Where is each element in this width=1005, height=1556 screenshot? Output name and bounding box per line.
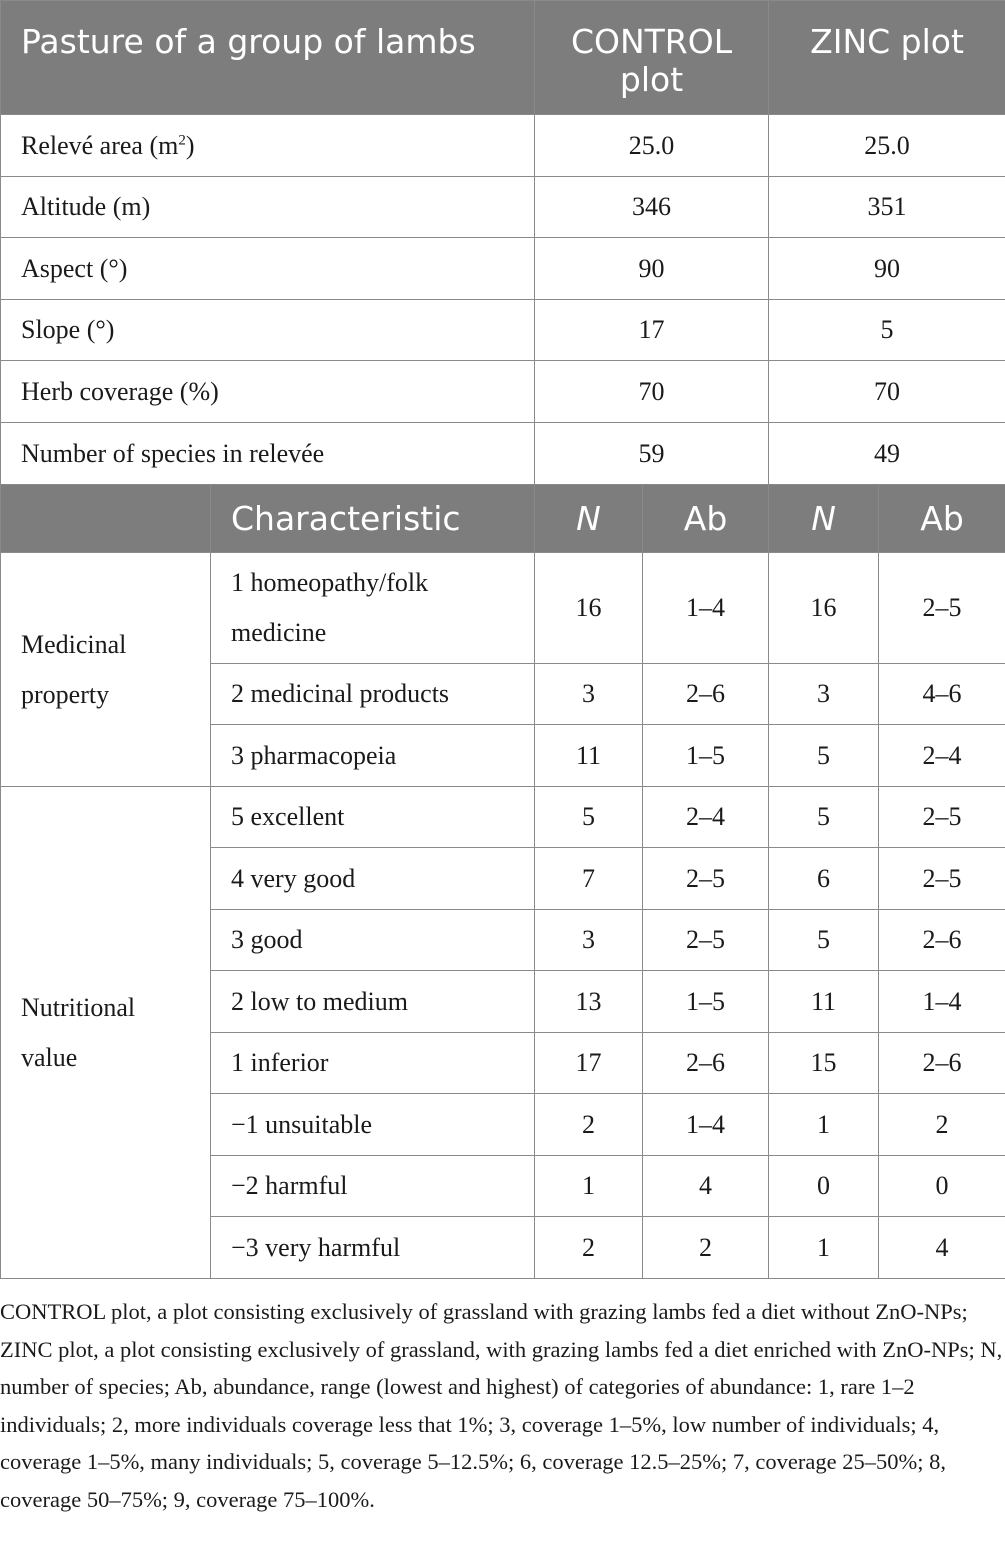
control-ab-cell: 2–5 [643, 910, 769, 971]
table-title: Pasture of a group of lambs [1, 1, 535, 115]
control-n-cell: 3 [535, 664, 643, 725]
control-n-cell: 5 [535, 787, 643, 848]
zinc-n-cell: 5 [769, 787, 879, 848]
table-header-row [1, 1, 1005, 115]
zinc-value: 25.0 [769, 115, 1005, 177]
table-row [1, 423, 1005, 485]
control-value: 59 [535, 423, 769, 485]
control-ab-cell: 4 [643, 1156, 769, 1217]
zinc-ab-cell: 4 [879, 1217, 1005, 1279]
control-n-cell: 11 [535, 725, 643, 787]
control-n-cell: 17 [535, 1033, 643, 1094]
zinc-ab-cell: 2–5 [879, 848, 1005, 910]
zinc-n-cell: 0 [769, 1156, 879, 1217]
characteristic-header: Characteristic [211, 485, 535, 553]
zinc-ab-cell: 1–4 [879, 971, 1005, 1033]
control-n-header: N [535, 485, 643, 553]
zinc-ab-cell: 2–5 [879, 787, 1005, 848]
zinc-n-cell: 16 [769, 553, 879, 664]
zinc-ab-cell: 2–5 [879, 553, 1005, 664]
zinc-n-cell: 11 [769, 971, 879, 1033]
control-ab-cell: 1–4 [643, 1094, 769, 1156]
characteristic-cell: 2 medicinal products [211, 664, 535, 725]
characteristic-cell: 1 homeopathy/folk medicine [211, 553, 535, 664]
characteristic-cell: −3 very harmful [211, 1217, 535, 1279]
table-row [1, 115, 1005, 177]
characteristic-cell: −1 unsuitable [211, 1094, 535, 1156]
control-ab-cell: 2 [643, 1217, 769, 1279]
zinc-n-header: N [769, 485, 879, 553]
control-value: 17 [535, 300, 769, 361]
medicinal-group-label: Medicinal property [1, 553, 211, 787]
zinc-n-cell: 6 [769, 848, 879, 910]
control-value: 70 [535, 361, 769, 423]
subheader-row [1, 485, 1005, 553]
control-n-cell: 16 [535, 553, 643, 664]
characteristic-cell: 2 low to medium [211, 971, 535, 1033]
characteristic-cell: 3 good [211, 910, 535, 971]
table-row [1, 238, 1005, 300]
characteristic-cell: 4 very good [211, 848, 535, 910]
control-n-cell: 1 [535, 1156, 643, 1217]
site-label: Number of species in relevée [1, 423, 535, 485]
control-ab-header: Ab [643, 485, 769, 553]
zinc-ab-cell: 2 [879, 1094, 1005, 1156]
characteristic-cell: 3 pharmacopeia [211, 725, 535, 787]
zinc-n-cell: 5 [769, 910, 879, 971]
zinc-value: 351 [769, 177, 1005, 238]
table-row [1, 177, 1005, 238]
control-ab-cell: 2–4 [643, 787, 769, 848]
control-n-cell: 13 [535, 971, 643, 1033]
control-ab-cell: 2–5 [643, 848, 769, 910]
control-n-cell: 3 [535, 910, 643, 971]
control-ab-cell: 2–6 [643, 1033, 769, 1094]
table-row [1, 787, 1005, 848]
zinc-value: 5 [769, 300, 1005, 361]
table-footnote: CONTROL plot, a plot consisting exclusively of grassland with grazing lambs fed a diet without ZnO-NPs; ZINC plot, a plot consisting exclusively of grassland, with grazing lambs fed a diet enriched with ZnO-NPs; N, number of species; Ab, abundance, range (lowest and highest) of categories of abundance: 1, rare 1–2 individuals; 2, more individuals coverage less that 1%; 3, coverage 1–5%, low number of individuals; 4, coverage 1–5%, many individuals; 5, coverage 5–12.5%; 6, coverage 12.5–25%; 7, coverage 25–50%; 8, coverage 50–75%; 9, coverage 75–100%. [0, 1299, 1003, 1512]
control-ab-cell: 1–5 [643, 725, 769, 787]
control-value: 25.0 [535, 115, 769, 177]
zinc-ab-cell: 4–6 [879, 664, 1005, 725]
zinc-plot-header: ZINC plot [769, 1, 1005, 115]
subheader-blank [1, 485, 211, 553]
table-row [1, 553, 1005, 664]
zinc-ab-cell: 2–6 [879, 910, 1005, 971]
site-label: Herb coverage (%) [1, 361, 535, 423]
characteristic-cell: 5 excellent [211, 787, 535, 848]
site-label: Aspect (°) [1, 238, 535, 300]
zinc-n-cell: 5 [769, 725, 879, 787]
control-ab-cell: 1–5 [643, 971, 769, 1033]
site-label: Relevé area $(m^2)$ [1, 115, 535, 177]
characteristic-cell: 1 inferior [211, 1033, 535, 1094]
zinc-value: 70 [769, 361, 1005, 423]
table-row [1, 361, 1005, 423]
zinc-value: 90 [769, 238, 1005, 300]
zinc-n-cell: 15 [769, 1033, 879, 1094]
control-plot-header: CONTROL plot [535, 1, 769, 115]
zinc-ab-cell: 2–6 [879, 1033, 1005, 1094]
control-ab-cell: 1–4 [643, 553, 769, 664]
table-row [1, 300, 1005, 361]
zinc-n-cell: 1 [769, 1217, 879, 1279]
site-label: Altitude (m) [1, 177, 535, 238]
zinc-ab-header: Ab [879, 485, 1005, 553]
control-value: 90 [535, 238, 769, 300]
site-label: Slope (°) [1, 300, 535, 361]
control-ab-cell: 2–6 [643, 664, 769, 725]
control-value: 346 [535, 177, 769, 238]
zinc-value: 49 [769, 423, 1005, 485]
zinc-n-cell: 1 [769, 1094, 879, 1156]
nutritional-group-label: Nutritional value [1, 787, 211, 1279]
zinc-ab-cell: 0 [879, 1156, 1005, 1217]
zinc-ab-cell: 2–4 [879, 725, 1005, 787]
zinc-n-cell: 3 [769, 664, 879, 725]
characteristic-cell: −2 harmful [211, 1156, 535, 1217]
control-n-cell: 7 [535, 848, 643, 910]
control-n-cell: 2 [535, 1094, 643, 1156]
control-n-cell: 2 [535, 1217, 643, 1279]
